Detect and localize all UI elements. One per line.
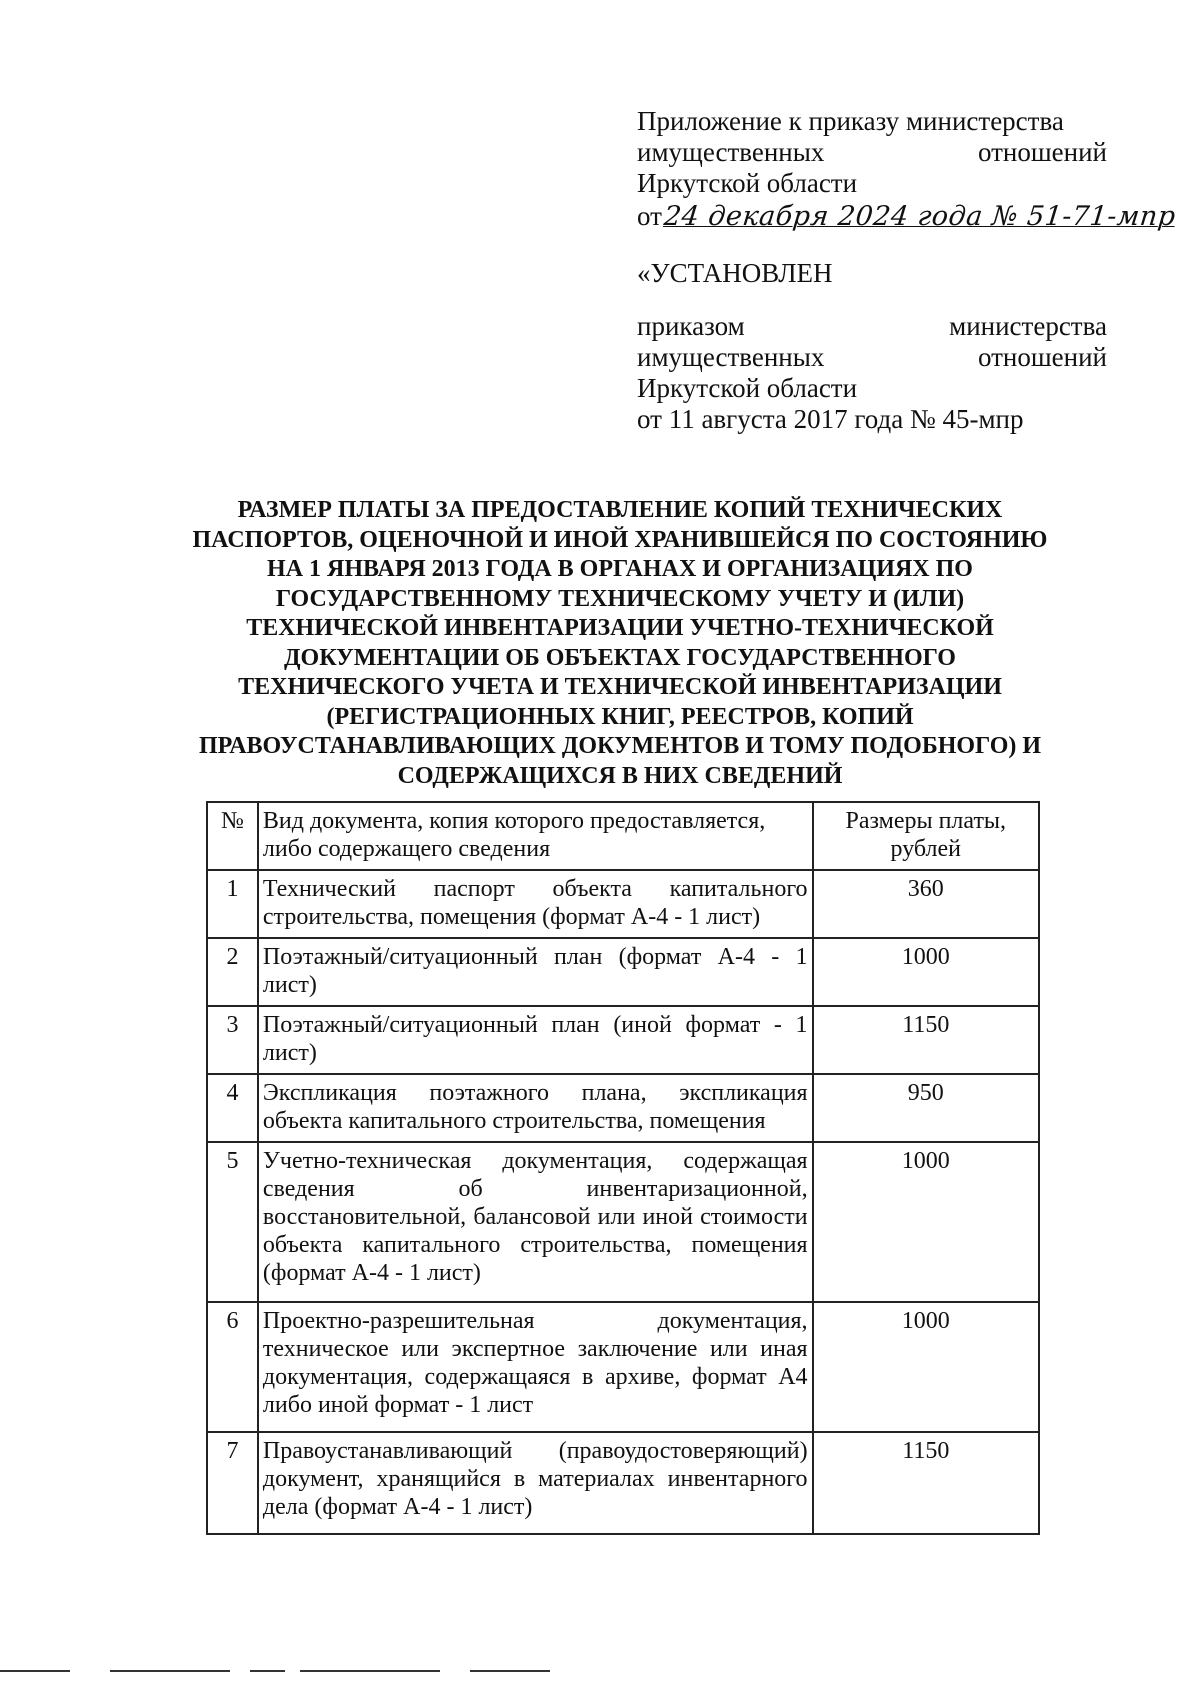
appendix-line-2 <box>637 137 1107 168</box>
table-row <box>207 1074 1039 1142</box>
row-fee: 1150 <box>813 1432 1039 1534</box>
row-number: 2 <box>207 938 258 1006</box>
table-row <box>207 938 1039 1006</box>
title-line: ПРАВОУСТАНАВЛИВАЮЩИХ ДОКУМЕНТОВ И ТОМУ ПОДОБНОГО) И <box>198 733 1042 759</box>
row-number: 4 <box>207 1074 258 1142</box>
established-line-1 <box>637 311 1107 342</box>
row-number: 6 <box>207 1302 258 1432</box>
table-row <box>207 1302 1039 1432</box>
established-block <box>637 258 1107 435</box>
established-line-2 <box>637 342 1107 373</box>
established-line-3: Иркутской области <box>637 373 858 403</box>
row-description: Поэтажный/ситуационный план (формат А-4 - 1 лист) <box>258 938 813 1006</box>
established-line-2-left: имущественных <box>637 342 825 372</box>
title-line: НА 1 ЯНВАРЯ 2013 ГОДА В ОРГАНАХ И ОРГАНИЗАЦИЯХ ПО <box>267 556 973 582</box>
row-description: Учетно-техническая документация, содержащая сведения об инвентаризационной, восстановительной, балансовой или иной стоимости объекта капитального строительства, помещения (формат А-4 - 1 лист) <box>258 1142 813 1302</box>
header-number: № <box>207 802 258 870</box>
title-line: СОДЕРЖАЩИХСЯ В НИХ СВЕДЕНИЙ <box>397 762 843 789</box>
established-line-1-left: приказом <box>637 311 745 341</box>
fees-table <box>206 801 1040 1535</box>
scan-mark <box>0 1670 70 1672</box>
row-fee: 1000 <box>813 1142 1039 1302</box>
row-fee: 950 <box>813 1074 1039 1142</box>
scan-mark <box>110 1670 230 1672</box>
table-header-row <box>207 802 1039 870</box>
scan-mark <box>250 1670 285 1672</box>
header-fee: Размеры платы, рублей <box>813 802 1039 870</box>
row-description: Поэтажный/ситуационный план (иной формат - 1 лист) <box>258 1006 813 1074</box>
row-number: 7 <box>207 1432 258 1534</box>
title-line: ПАСПОРТОВ, ОЦЕНОЧНОЙ И ИНОЙ ХРАНИВШЕЙСЯ ПО СОСТОЯНИЮ <box>192 526 1048 553</box>
established-heading: «УСТАНОВЛЕН <box>637 258 833 288</box>
title-line: ДОКУМЕНТАЦИИ ОБ ОБЪЕКТАХ ГОСУДАРСТВЕННОГО <box>284 644 956 671</box>
established-line-2-right: отношений <box>977 342 1107 372</box>
row-description: Технический паспорт объекта капитального строительства, помещения (формат А-4 - 1 лист) <box>258 870 813 938</box>
row-fee: 1150 <box>813 1006 1039 1074</box>
document-title <box>190 496 1050 791</box>
row-description: Правоустанавливающий (правоудостоверяющий) документ, хранящийся в материалах инвентарного дела (формат А-4 - 1 лист) <box>258 1432 813 1534</box>
table-row <box>207 1142 1039 1302</box>
established-line-1-right: министерства <box>949 311 1107 341</box>
appendix-date-line <box>637 201 1178 232</box>
row-number: 5 <box>207 1142 258 1302</box>
title-line: ТЕХНИЧЕСКОЙ ИНВЕНТАРИЗАЦИИ УЧЕТНО-ТЕХНИЧЕСКОЙ <box>246 615 994 641</box>
scan-mark <box>470 1670 550 1672</box>
row-fee: 360 <box>813 870 1039 938</box>
scan-footer-marks <box>0 1668 560 1674</box>
row-description: Экспликация поэтажного плана, экспликация объекта капитального строительства, помещения <box>258 1074 813 1142</box>
title-line: РАЗМЕР ПЛАТЫ ЗА ПРЕДОСТАВЛЕНИЕ КОПИЙ ТЕХНИЧЕСКИХ <box>237 497 1003 523</box>
table-row <box>207 870 1039 938</box>
row-number: 3 <box>207 1006 258 1074</box>
table-row <box>207 1432 1039 1534</box>
appendix-line-1: Приложение к приказу министерства <box>637 106 1064 136</box>
row-fee: 1000 <box>813 1302 1039 1432</box>
scan-mark <box>300 1670 440 1672</box>
appendix-line-3: Иркутской области <box>637 168 858 198</box>
title-line: ТЕХНИЧЕСКОГО УЧЕТА И ТЕХНИЧЕСКОЙ ИНВЕНТАРИЗАЦИИ <box>238 674 1002 700</box>
date-prefix: от <box>637 201 662 231</box>
table-row <box>207 1006 1039 1074</box>
established-line-4: от 11 августа 2017 года № 45-мпр <box>637 404 1024 434</box>
title-line: (РЕГИСТРАЦИОННЫХ КНИГ, РЕЕСТРОВ, КОПИЙ <box>326 703 914 730</box>
appendix-block <box>637 106 1178 232</box>
handwritten-signature: 24 декабря 2024 года № 51-71-мпр <box>662 201 1178 232</box>
appendix-line-2-left: имущественных <box>637 137 825 167</box>
header-document-type: Вид документа, копия которого предоставляется, либо содержащего сведения <box>258 802 813 870</box>
row-fee: 1000 <box>813 938 1039 1006</box>
row-number: 1 <box>207 870 258 938</box>
title-line: ГОСУДАРСТВЕННОМУ ТЕХНИЧЕСКОМУ УЧЕТУ И (ИЛИ) <box>275 585 965 612</box>
appendix-line-2-right: отношений <box>977 137 1107 167</box>
row-description: Проектно-разрешительная документация, техническое или экспертное заключение или иная документация, содержащаяся в архиве, формат А4 либо иной формат - 1 лист <box>258 1302 813 1432</box>
